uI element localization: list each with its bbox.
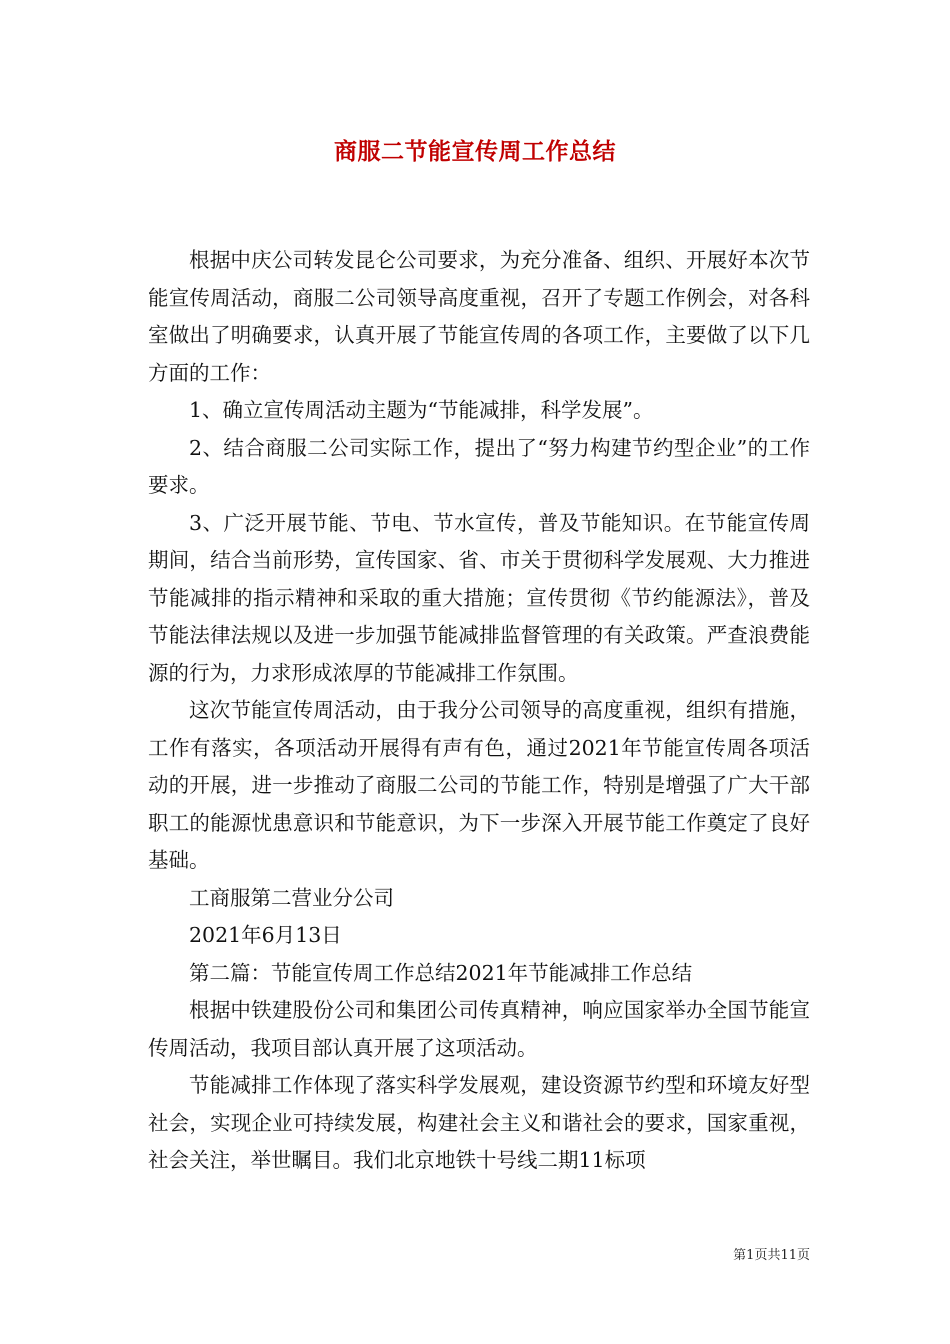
- document-body: [148, 242, 810, 1180]
- paragraph-second-intro: 根据中铁建股份公司和集团公司传真精神，响应国家举办全国节能宣传周活动，我项目部认真开展了这项活动。: [148, 998, 810, 1060]
- section-heading-second: 第二篇：节能宣传周工作总结2021年节能减排工作总结: [189, 960, 693, 985]
- signature-date: 2021年6月13日: [189, 923, 342, 947]
- paragraph-summary: 这次节能宣传周活动，由于我分公司领导的高度重视，组织有措施，工作有落实，各项活动开展得有声有色，通过2021年节能宣传周各项活动的开展，进一步推动了商服二公司的节能工作，特别是增强了广大干部职工的能源忧患意识和节能意识，为下一步深入开展节能工作奠定了良好基础。: [148, 698, 810, 872]
- paragraph-item-3: 3、广泛开展节能、节电、节水宣传，普及节能知识。在节能宣传周期间，结合当前形势，宣传国家、省、市关于贯彻科学发展观、大力推进节能减排的指示精神和采取的重大措施；宣传贯彻《节约能源法》，普及节能法律法规以及进一步加强节能减排监督管理的有关政策。严查浪费能源的行为，力求形成浓厚的节能减排工作氛围。: [148, 510, 810, 685]
- signature-company: 工商服第二营业分公司: [189, 885, 394, 910]
- document-title: 商服二节能宣传周工作总结: [334, 138, 616, 165]
- paragraph-item-2: 2、结合商服二公司实际工作，提出了“努力构建节约型企业”的工作要求。: [148, 435, 810, 497]
- page-number: 第1页共11页: [733, 1248, 810, 1263]
- paragraph-item-1: 1、确立宣传周活动主题为“节能减排，科学发展”。: [189, 398, 654, 422]
- paragraph-second-body: 节能减排工作体现了落实科学发展观，建设资源节约型和环境友好型社会，实现企业可持续发展，构建社会主义和谐社会的要求，国家重视，社会关注，举世瞩目。我们北京地铁十号线二期11标项: [148, 1073, 810, 1172]
- paragraph-intro: 根据中庆公司转发昆仑公司要求，为充分准备、组织、开展好本次节能宣传周活动，商服二公司领导高度重视，召开了专题工作例会，对各科室做出了明确要求，认真开展了节能宣传周的各项工作，主要做了以下几方面的工作：: [148, 248, 810, 385]
